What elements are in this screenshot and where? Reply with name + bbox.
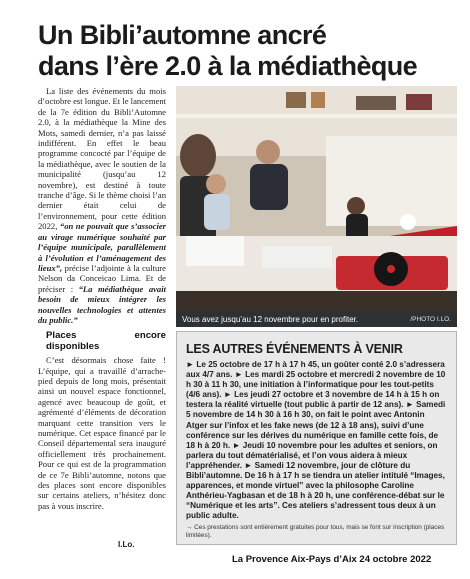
subheading-places: Places encore disponibles <box>46 330 166 352</box>
publication-footer: La Provence Aix-Pays d’Aix 24 octobre 2022 <box>232 554 432 565</box>
article-text-1b: précise l’adjointe à la culture Nelson da Conceicao Lima. Et de préciser : <box>38 262 166 294</box>
author-signature: I.Lo. <box>118 540 135 549</box>
article-quote-2: “La médiathèque avait besoin de mieux intégrer les nouvelles technologies et attentes du public.” <box>38 283 166 325</box>
article-paragraph-2: C’est désormais chose faite ! L’équipe, qui a travaillé d’arrache-pied depuis de long mois, présentait ainsi un nouvel espace fonctionnel, agencé avec beaucoup de goût, et agrémenté d’éléments de décoration marquant cette transition vers le numérique. Cet espace financé par le Conseil départemental sera inauguré officiellement très prochainement. Pour ce qui est de la programmation de ce 7e Bibli’automne, notons que des places sont encore disponibles sur certains ateliers, n’hésitez donc pas à vous inscrire. <box>38 355 166 511</box>
photo-caption: Vous avez jusqu’au 12 novembre pour en profiter. <box>182 315 359 324</box>
article-column <box>38 86 166 511</box>
photo-illustration <box>176 86 457 312</box>
headline-line-2: dans l’ère 2.0 à la médiathèque <box>38 51 418 81</box>
article-text-1a: La liste des événements du mois d’octobre est longue. Et le lancement de la 7e édition du Bibli’Automne 2.0, à la médiathèque la Mine des Mots, samedi dernier, n’a pas laissé indifférent. En effet le beau programme concocté par l’équipe de la médiathèque, avec le soutien de la municipalité (jusqu’au 12 novembre), est destiné à toute tranche d’âge. Si le thème choisi l’an dernier était celui de l’environnement, pour cette édition 2022, <box>38 86 166 232</box>
photo-mediatheque <box>176 86 457 312</box>
article-paragraph-1 <box>38 86 166 325</box>
photo-credit: /PHOTO I.LO. <box>410 316 451 323</box>
events-box-title: LES AUTRES ÉVÉNEMENTS À VENIR <box>186 342 403 356</box>
headline-line-1: Un Bibli’automne ancré <box>38 20 327 50</box>
headline <box>38 20 458 82</box>
events-box-body: ► Le 25 octobre de 17 h à 17 h 45, un goûter conté 2.0 s’adressera aux 4/7 ans. ► Les mardi 25 octobre et mercredi 2 novembre de 10 h 30 à 11 h 30, une initiation à l’informatique pour les tout-petits (4/6 ans). ► Les jeudi 27 octobre et 3 novembre de 14 h à 15 h on testera la réalité virtuelle (tout public à partir de 12 ans). ► Samedi 5 novembre de 14 h 30 à 16 h 30, on fait le point avec Antonin Atger sur l’infox et les fake news (de 12 à 18 ans), suivi d’une conférence sur les dérives du numérique en famille cette fois, de 18 h à 20 h. ► Jeudi 10 novembre pour les adultes et seniors, on parlera du tout dématérialisé, et l’on vous aidera à mieux l’appréhender. ► Samedi 12 novembre, jour de clôture du Bibli’automne. De 16 h à 17 h se tiendra un atelier intitulé “Images, apparences, et monde virtuel” avec la philosophe Caroline Anthérieu-Yagbasan et de 18 h à 20 h, une conférence-débat sur le “Numérique et les arts”. Ces ateliers s’adressent tous deux à un public adulte. <box>186 360 446 521</box>
events-box <box>176 331 457 545</box>
photo-caption-bar <box>176 312 457 327</box>
events-box-note: → Ces prestations sont entièrement gratuites pour tous, mais se font sur inscription (places limitées). <box>186 523 445 539</box>
article-quote-1: “on ne pouvait que s’associer au virage numérique souhaité par l’équipe municipale, parallèlement à l’évolution et l’aménagement des lieux”, <box>38 221 167 273</box>
